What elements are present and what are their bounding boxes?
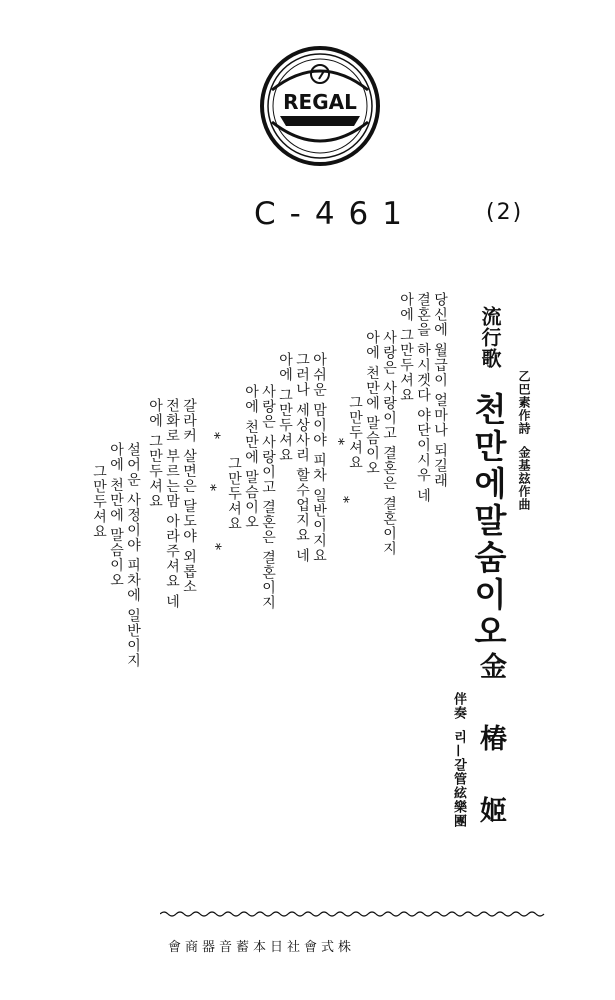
lyric-line: 그러나 세상사리 할수업지요 네 [294, 352, 310, 564]
asterisk-mark: * [335, 496, 351, 504]
asterisk-mark: * [330, 438, 346, 446]
lyric-line: 갈라커 살면은 달도야 외롭소 [181, 398, 197, 595]
regal-logo [258, 44, 382, 168]
asterisk-mark: * [207, 543, 223, 551]
asterisk-mark: * [202, 484, 218, 492]
lyric-line: 그만두셔요 [226, 456, 242, 531]
lyric-line: 사랑은 사랑이고 결혼은 결혼이지 [381, 330, 397, 557]
accompaniment-label: 伴奏 [451, 692, 466, 720]
lyric-line: 아에 그만두셔요 [398, 292, 414, 403]
svg-text:REGAL: REGAL [283, 90, 357, 114]
asterisk-mark: * [206, 432, 222, 440]
company-name: 株式會社日本蓄音器商會 [168, 940, 356, 955]
lyric-line: 아에 그만두셔요 [277, 352, 293, 463]
singer-name: 金椿姬 [475, 652, 506, 868]
side-number: (2) [486, 200, 524, 225]
lyric-line: 설어운 사정이야 피차에 일반이지 [125, 442, 141, 669]
composer-credit: 金基玆作曲 [517, 446, 531, 511]
lyric-line: 그만두셔요 [91, 464, 107, 539]
lyric-line: 사랑은 사랑이고 결혼은 결혼이지 [260, 384, 276, 611]
accompaniment-text: 리—갈管絃樂團 [451, 730, 466, 828]
lyricist-credit: 乙巴素作詩 [517, 370, 531, 435]
lyric-line: 아쉬운 맘이야 피차 일반이지요 [311, 352, 327, 564]
wavy-divider [160, 910, 545, 918]
lyric-line: 아에 천만에 말슴이오 [108, 442, 124, 588]
genre-label: 流行歌 [478, 306, 502, 369]
lyric-line: 당신에 월급이 얼마나 되길래 [432, 292, 448, 489]
lyric-line: 아에 그만두셔요 [147, 398, 163, 509]
lyric-line: 전화로 부르는맘 아라주셔요 네 [164, 398, 180, 610]
lyric-line: 그만두셔요 [347, 395, 363, 470]
lyric-line: 아에 천만에 말슴이오 [243, 384, 259, 530]
record-number: C-461 [254, 196, 417, 232]
song-title: 천만에말숨이오 [469, 392, 508, 651]
lyric-line: 결혼을 하시겟다 야단이시우 네 [415, 292, 431, 504]
lyric-line: 아에 천만에 말슴이오 [364, 330, 380, 476]
